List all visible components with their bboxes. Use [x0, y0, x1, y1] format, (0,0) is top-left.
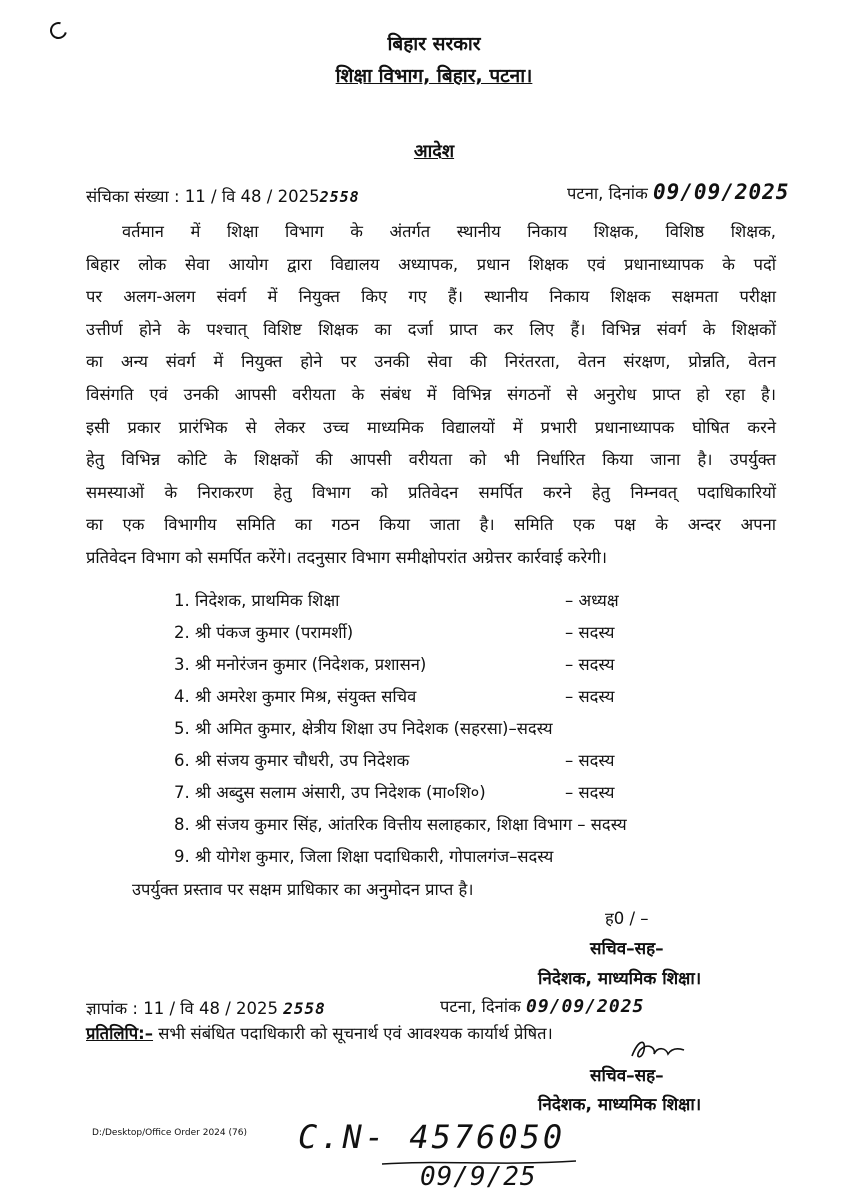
place-date-label: पटना, दिनांक — [567, 184, 648, 203]
memo-place-date-label: पटना, दिनांक — [440, 997, 521, 1016]
approval-note: उपर्युक्त प्रस्ताव पर सक्षम प्राधिकार का अनुमोदन प्राप्त है। — [132, 880, 474, 899]
handwritten-cn-number: C.N- 4576050 — [298, 1118, 566, 1156]
committee-member: 2. श्री पंकज कुमार (परामर्शी) — [174, 623, 354, 642]
signatory2-title: सचिव–सह– — [590, 1066, 664, 1086]
body-line: का अन्य संवर्ग में नियुक्त होने पर उनकी सेवा की निरंतरता, वेतन संरक्षण, प्रोन्नति, वेतन — [86, 352, 776, 372]
committee-role: – अध्यक्ष — [565, 591, 619, 610]
committee-member: 7. श्री अब्दुस सलाम अंसारी, उप निदेशक (मा०शि०) — [174, 783, 486, 802]
committee-role: – सदस्य — [565, 783, 615, 802]
handwritten-initial-signature — [628, 1036, 688, 1064]
body-line: समस्याओं के निराकरण हेतु विभाग को प्रतिवेदन समर्पित करने हेतु निम्नवत् पदाधिकारियों — [86, 482, 776, 502]
govt-heading: बिहार सरकार — [387, 33, 481, 55]
dept-heading-text: शिक्षा विभाग, बिहार, पटना। — [335, 65, 533, 87]
memo-handwritten-number: 2558 — [283, 999, 326, 1018]
memo-handwritten-date: 09/09/2025 — [526, 996, 645, 1017]
body-line: पर अलग-अलग संवर्ग में नियुक्त किए गए हैं। स्थानीय निकाय शिक्षक सक्षमता परीक्षा — [86, 287, 776, 307]
committee-role: – सदस्य — [565, 687, 615, 706]
order-title-text: आदेश — [413, 141, 455, 162]
body-line: विसंगति एवं उनकी आपसी वरीयता के संबंध में विभिन्न संगठनों से अनुरोध प्राप्त हो रहा है। — [86, 384, 776, 404]
copy-label: प्रतिलिपि:– — [86, 1024, 154, 1043]
committee-member: 5. श्री अमित कुमार, क्षेत्रीय शिक्षा उप निदेशक (सहरसा)–सदस्य — [174, 719, 553, 738]
body-line: का एक विभागीय समिति का गठन किया जाता है। समिति एक पक्ष के अन्दर अपना — [86, 515, 776, 535]
copy-text: सभी संबंधित पदाधिकारी को सूचनार्थ एवं आवश्यक कार्यार्थ प्रेषित। — [158, 1024, 553, 1043]
committee-role: – सदस्य — [565, 655, 615, 674]
body-line: इसी प्रकार प्रारंभिक से लेकर उच्च माध्यमिक विद्यालयों में प्रभारी प्रधानाध्यापक घोषित करने — [86, 417, 776, 437]
body-line: वर्तमान में शिक्षा विभाग के अंतर्गत स्थानीय निकाय शिक्षक, विशिष्ठ शिक्षक, — [122, 222, 776, 241]
body-line: उत्तीर्ण होने के पश्चात् विशिष्ट शिक्षक का दर्जा प्राप्त कर लिए हैं। विभिन्न संवर्ग के शिक्षकों — [86, 319, 776, 339]
order-date — [567, 180, 789, 204]
order-title — [0, 139, 868, 163]
order-body — [86, 216, 776, 575]
body-line: प्रतिवेदन विभाग को समर्पित करेंगे। तदनुसार विभाग समीक्षोपरांत अग्रेत्तर कार्रवाई करेगी। — [86, 547, 608, 567]
file-handwritten-number: 2558 — [319, 188, 360, 206]
copy-line — [86, 1021, 553, 1044]
committee-member: 8. श्री संजय कुमार सिंह, आंतरिक वित्तीय सलाहकार, शिक्षा विभाग – सदस्य — [174, 815, 627, 834]
committee-member: 6. श्री संजय कुमार चौधरी, उप निदेशक — [174, 751, 410, 770]
committee-member: 9. श्री योगेश कुमार, जिला शिक्षा पदाधिकारी, गोपालगंज–सदस्य — [174, 847, 554, 866]
committee-member: 1. निदेशक, प्राथमिक शिक्षा — [174, 591, 340, 610]
committee-role: – सदस्य — [565, 751, 615, 770]
signatory2-designation: निदेशक, माध्यमिक शिक्षा। — [538, 1095, 702, 1115]
handwritten-date: 09/09/2025 — [653, 180, 790, 204]
body-line: बिहार लोक सेवा आयोग द्वारा विद्यालय अध्यापक, प्रधान शिक्षक एवं प्रधानाध्यापक के पदों — [86, 254, 776, 274]
body-line: हेतु विभिन्न कोटि के शिक्षकों की आपसी वरीयता को भी निर्धारित किया जाना है। उपर्युक्त — [86, 450, 776, 470]
dept-heading — [0, 62, 868, 88]
memo-reference — [86, 996, 326, 1019]
file-path: D:/Desktop/Office Order 2024 (76) — [92, 1128, 247, 1138]
committee-member: 3. श्री मनोरंजन कुमार (निदेशक, प्रशासन) — [174, 655, 427, 674]
signed-mark: ह0 / – — [605, 909, 649, 928]
file-reference — [86, 184, 360, 207]
memo-number-label: ज्ञापांक : 11 / वि 48 / 2025 — [86, 999, 278, 1018]
signatory-designation: निदेशक, माध्यमिक शिक्षा। — [538, 969, 702, 989]
file-number-label: संचिका संख्या : 11 / वि 48 / 2025 — [86, 187, 320, 206]
memo-date — [440, 994, 644, 1017]
handwritten-cn-date: 09/9/25 — [420, 1162, 537, 1192]
committee-member: 4. श्री अमरेश कुमार मिश्र, संयुक्त सचिव — [174, 687, 417, 706]
committee-role: – सदस्य — [565, 623, 615, 642]
signatory-title: सचिव–सह– — [590, 939, 664, 959]
